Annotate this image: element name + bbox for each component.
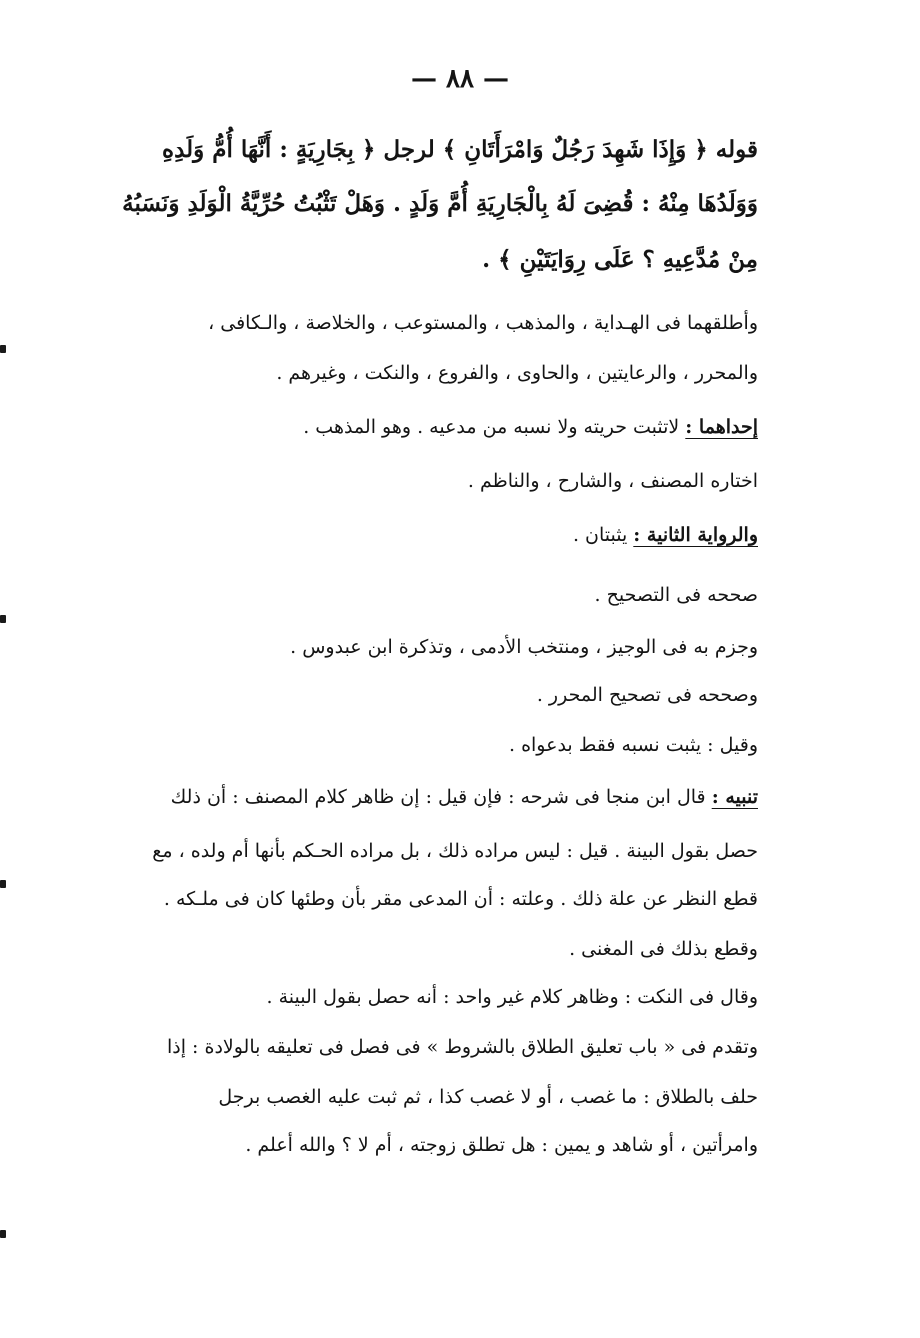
riwaya-2-text: يثبتان . bbox=[572, 524, 634, 546]
riwaya-2 bbox=[573, 524, 758, 546]
riwaya-1-text: لاتثبت حريته ولا نسبه من مدعيه . وهو المذهب . bbox=[303, 416, 686, 438]
scan-edge-mark bbox=[0, 345, 6, 353]
riwaya-1-label: إحداهما : bbox=[685, 416, 758, 438]
paragraph-line: وامرأتين ، أو شاهد و يمين : هل تطلق زوجته ، أم لا ؟ والله أعلم . bbox=[245, 1134, 758, 1156]
paragraph-line: وأطلقهما فى الهـداية ، والمذهب ، والمستوعب ، والخلاصة ، والـكافى ، bbox=[208, 312, 758, 334]
paragraph-line: وتقدم فى « باب تعليق الطلاق بالشروط » فى فصل فى تعليقه بالولادة : إذا bbox=[166, 1036, 758, 1058]
riwaya-1-choice: اختاره المصنف ، والشارح ، والناظم . bbox=[467, 470, 758, 492]
paragraph-line: حلف بالطلاق : ما غصب ، أو لا غصب كذا ، ثم ثبت عليه الغصب برجل bbox=[218, 1086, 758, 1108]
paragraph-line: والمحرر ، والرعايتين ، والحاوى ، والفروع ، والنكت ، وغيرهم . bbox=[276, 362, 758, 384]
scan-edge-mark bbox=[0, 615, 6, 623]
paragraph-line: وجزم به فى الوجيز ، ومنتخب الأدمى ، وتذكرة ابن عبدوس . bbox=[290, 636, 758, 658]
tanbih bbox=[171, 786, 758, 808]
page-number: — ٨٨ — bbox=[410, 64, 510, 94]
paragraph-line: وقيل : يثبت نسبه فقط بدعواه . bbox=[508, 734, 758, 756]
matn-text-1: ﴿ وَإِذَا شَهِدَ رَجُلٌ وَامْرَأَتَانِ ﴾ لرجل ﴿ بِجَارِيَةٍ : أَنَّهَا أُمُّ وَلَدِهِ bbox=[162, 136, 708, 163]
tanbih-label: تنبيه : bbox=[711, 786, 758, 808]
paragraph-line: وصححه فى تصحيح المحرر . bbox=[536, 684, 758, 706]
paragraph-line: وقال فى النكت : وظاهر كلام غير واحد : أنه حصل بقول البينة . bbox=[266, 986, 758, 1008]
paragraph-line: قطع النظر عن علة ذلك . وعلته : أن المدعى مقر بأن وطئها كان فى ملـكه . bbox=[163, 888, 758, 910]
matn-line-1 bbox=[162, 136, 758, 163]
tanbih-text-1: قال ابن منجا فى شرحه : فإن قيل : إن ظاهر كلام المصنف : أن ذلك bbox=[170, 786, 712, 808]
matn-line-2: وَوَلَدُهَا مِنْهُ : قُضِىَ لَهُ بِالْجَارِيَةِ أُمَّ وَلَدٍ . وَهَلْ تَثْبُتُ حُرِّيَّةُ الْوَلَدِ وَنَسَبُهُ bbox=[122, 190, 758, 217]
scan-edge-mark bbox=[0, 880, 6, 888]
paragraph-line: وقطع بذلك فى المغنى . bbox=[569, 938, 758, 960]
riwaya-2-label: والرواية الثانية : bbox=[633, 524, 758, 546]
scan-edge-mark bbox=[0, 1230, 6, 1238]
riwaya-1 bbox=[303, 416, 758, 438]
matn-label: قوله bbox=[715, 136, 758, 163]
paragraph-line: صححه فى التصحيح . bbox=[594, 584, 758, 606]
matn-line-3: مِنْ مُدَّعِيهِ ؟ عَلَى رِوَايَتَيْنِ ﴾ . bbox=[482, 246, 758, 273]
paragraph-line: حصل بقول البينة . قيل : ليس مراده ذلك ، بل مراده الحـكم بأنها أم ولده ، مع bbox=[152, 840, 758, 862]
